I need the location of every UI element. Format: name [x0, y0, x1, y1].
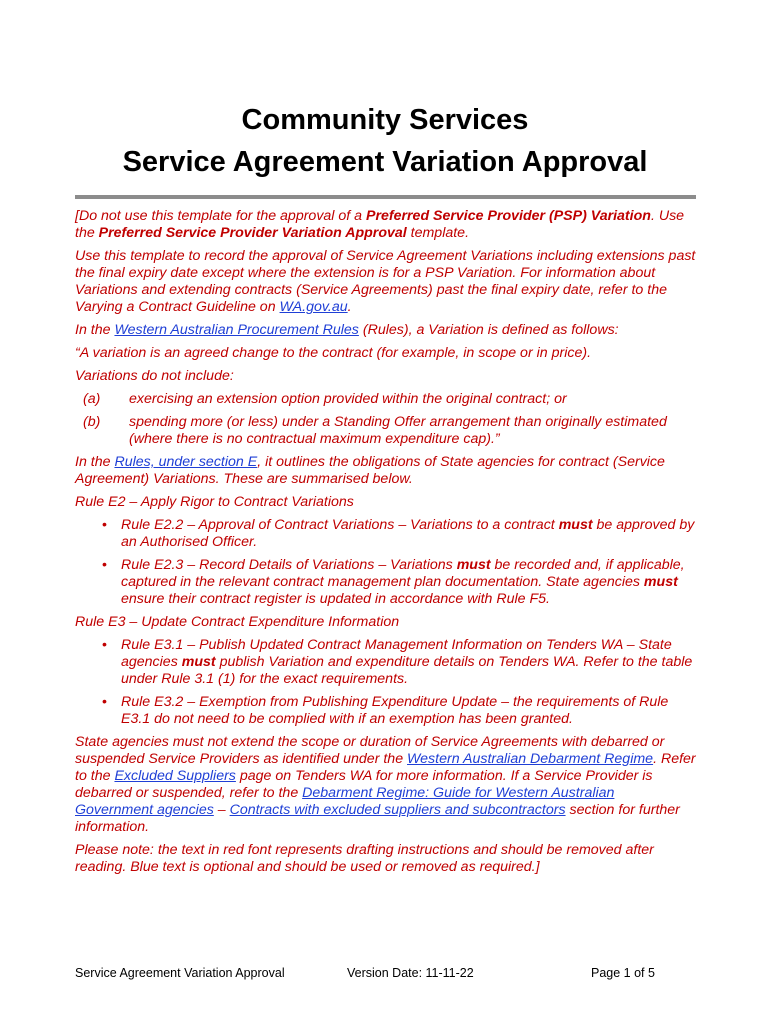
footer-page-number: Page 1 of 5 — [591, 966, 655, 980]
bold-text: must — [181, 654, 216, 670]
document-title-line2: Service Agreement Variation Approval — [122, 146, 648, 178]
list-item — [75, 557, 696, 608]
list-text: exercising an extension option provided within the original contract; or — [129, 391, 567, 407]
excluded-suppliers-link[interactable]: Excluded Suppliers — [114, 768, 236, 784]
debarment-paragraph — [75, 734, 696, 836]
list-text — [121, 517, 696, 551]
text: be recorded and, if applicable, captured in the relevant contract management plan documentation. State agencies — [121, 557, 685, 590]
debarment-regime-link[interactable]: Western Australian Debarment Regime — [407, 751, 654, 767]
drafting-instructions — [75, 208, 696, 882]
text: be approved by an Authorised Officer. — [121, 517, 695, 550]
text: template. — [406, 225, 470, 241]
bullet-dot-icon: • — [102, 517, 107, 533]
text: section for further information. — [75, 802, 680, 835]
section-e-paragraph — [75, 454, 696, 488]
list-item — [75, 694, 696, 728]
text: In the — [75, 322, 115, 338]
text: , it outlines the obligations of State agencies for contract (Service Agreement) Variations. These are summarised below. — [75, 454, 665, 487]
bold-text: must — [643, 574, 678, 590]
list-item — [75, 517, 696, 551]
list-label: (b) — [83, 414, 101, 430]
debarment-guide-link[interactable]: Debarment Regime: Guide for Western Australian Government agencies — [75, 785, 615, 818]
template-use-paragraph — [75, 248, 696, 316]
bullet-dot-icon: • — [102, 557, 107, 573]
list-item — [75, 391, 696, 408]
bold-text: must — [456, 557, 491, 573]
document-title-line1: Community Services — [241, 104, 529, 136]
text: . Refer to the — [75, 751, 696, 784]
text: Rule E2.2 – Approval of Contract Variations – Variations to a contract — [121, 517, 559, 533]
rule-e2-heading: Rule E2 – Apply Rigor to Contract Variations — [75, 494, 354, 510]
list-item — [75, 637, 696, 688]
bold-text: Preferred Service Provider (PSP) Variation — [366, 208, 651, 224]
footer-version-date: Version Date: 11-11-22 — [347, 966, 474, 980]
text: . Use the — [75, 208, 685, 241]
text: Use this template to record the approval of Service Agreement Variations including extensions past the final expiry date except where the extension is for a PSP Variation. For information about Variations and extending contracts (Service Agreements) past the final expiry date, refer to the Varying a Contract Guideline on — [75, 248, 696, 315]
variations-exclusions-intro: Variations do not include: — [75, 368, 234, 384]
bullet-dot-icon: • — [102, 694, 107, 710]
rules-section-e-link[interactable]: Rules, under section E — [114, 454, 258, 470]
bold-text: must — [558, 517, 593, 533]
text: publish Variation and expenditure details on Tenders WA. Refer to the table under Rule 3.1 (1) for the exact requirements. — [121, 654, 693, 687]
title-divider — [75, 195, 696, 199]
list-text: spending more (or less) under a Standing Offer arrangement than originally estimated (where there is no contractual maximum expenditure cap).” — [129, 414, 667, 447]
bullet-dot-icon: • — [102, 637, 107, 653]
please-note-paragraph: Please note: the text in red font represents drafting instructions and should be removed after reading. Blue text is optional and should be used or removed as required.] — [75, 842, 654, 875]
text: Rule E3.1 – Publish Updated Contract Management Information on Tenders WA – State agencies — [121, 637, 672, 670]
text: . — [347, 299, 352, 315]
wa-gov-link[interactable]: WA.gov.au — [279, 299, 348, 315]
psp-note-paragraph — [75, 208, 696, 242]
procurement-rules-link[interactable]: Western Australian Procurement Rules — [114, 322, 359, 338]
variation-definition-quote: “A variation is an agreed change to the contract (for example, in scope or in price). — [75, 345, 592, 361]
text: (Rules), a Variation is defined as follows: — [358, 322, 619, 338]
text: page on Tenders WA for more information. If a Service Provider is debarred or suspended, refer to the — [75, 768, 653, 801]
text: State agencies must not extend the scope or duration of Service Agreements with debarred or suspended Service Providers as identified under the — [75, 734, 665, 767]
list-label: (a) — [83, 391, 101, 407]
bold-text: Preferred Service Provider Variation Approval — [98, 225, 407, 241]
text: In the — [75, 454, 115, 470]
text: Rule E2.3 – Record Details of Variations – Variations — [121, 557, 457, 573]
list-text — [121, 557, 696, 608]
list-text — [121, 637, 696, 688]
list-item — [75, 414, 696, 448]
excluded-suppliers-contracts-link[interactable]: Contracts with excluded suppliers and subcontractors — [229, 802, 566, 818]
list-text: Rule E3.2 – Exemption from Publishing Expenditure Update – the requirements of Rule E3.1 do not need to be complied with if an exemption has been granted. — [121, 694, 669, 727]
rule-e3-heading: Rule E3 – Update Contract Expenditure Information — [75, 614, 400, 630]
text: – — [213, 802, 230, 818]
text: [Do not use this template for the approval of a — [75, 208, 367, 224]
text: ensure their contract register is updated in accordance with Rule F5. — [121, 591, 550, 607]
footer-document-name: Service Agreement Variation Approval — [75, 966, 285, 980]
rules-definition-paragraph — [75, 322, 696, 339]
